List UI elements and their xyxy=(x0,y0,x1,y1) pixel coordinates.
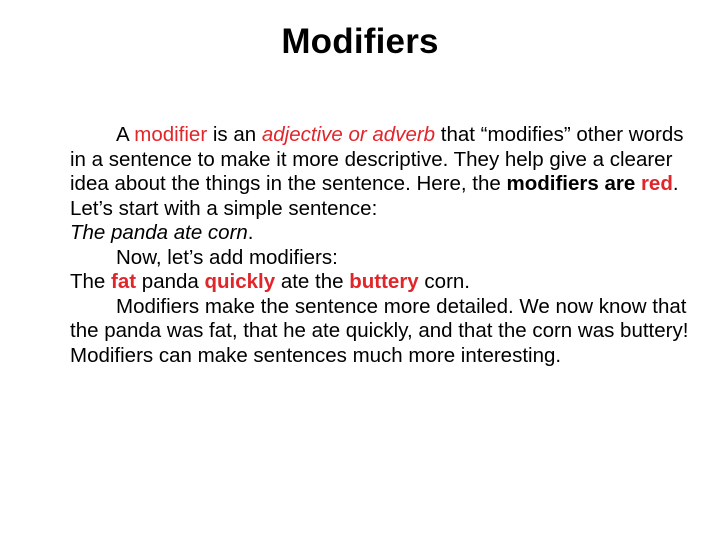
modifier-term: modifier xyxy=(134,123,208,146)
intro-text-3: that “modifies” other words in a sentence to make it more descriptive. They help give a clearer idea about the things in the sentence. Here, the xyxy=(70,123,684,195)
example2-text-4: corn. xyxy=(418,270,470,293)
intro-paragraph xyxy=(70,123,700,221)
example2-text-1: The xyxy=(70,270,112,293)
modifier-fat: fat xyxy=(111,270,137,293)
example2-text-3: ate the xyxy=(275,270,350,293)
slide-body xyxy=(70,123,700,368)
slide-title: Modifiers xyxy=(281,22,439,61)
modifiers-are-phrase: modifiers are xyxy=(506,172,641,195)
red-word: red xyxy=(640,172,673,195)
add-modifiers-line: Now, let’s add modifiers: xyxy=(116,245,338,269)
example-sentence-modified xyxy=(70,270,700,295)
conclusion-paragraph: Modifiers make the sentence more detailed. We now know that the panda was fat, that he ate quickly, and that the corn was buttery! Modifiers can make sentences much more interesting. xyxy=(70,294,689,367)
example-sentence-1-period: . xyxy=(247,221,254,244)
intro-text-4: . Let’s start with a simple sentence: xyxy=(70,172,679,220)
example2-text-2: panda xyxy=(136,270,205,293)
adjective-or-adverb-term: adjective or adverb xyxy=(261,123,436,146)
intro-text-1: A xyxy=(116,123,135,146)
modifier-buttery: buttery xyxy=(349,270,419,293)
modifier-quickly: quickly xyxy=(204,270,276,293)
intro-text-2: is an xyxy=(207,123,262,146)
example-sentence-1: The panda ate corn xyxy=(70,221,248,244)
example-sentence-plain xyxy=(70,221,700,246)
